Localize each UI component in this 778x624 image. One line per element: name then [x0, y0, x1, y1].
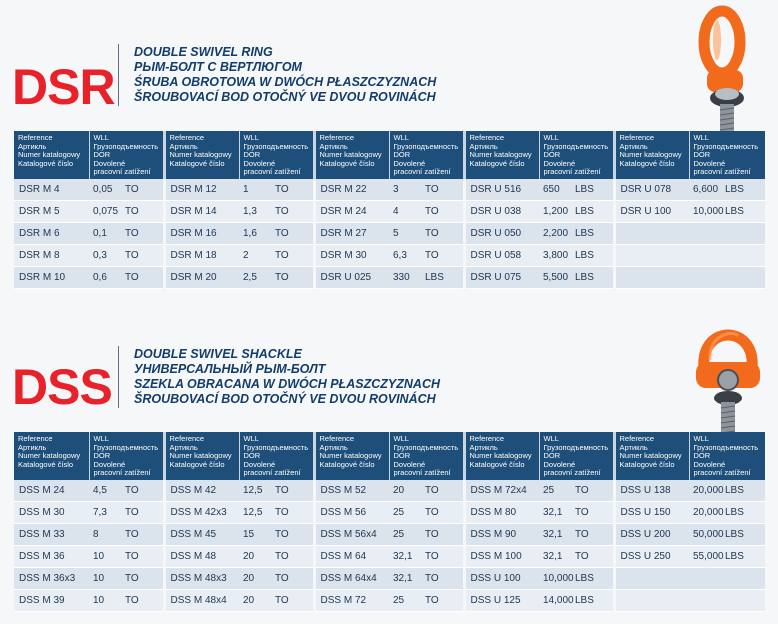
wll-unit: TO: [125, 528, 139, 540]
wll-value: 4: [393, 205, 399, 217]
table-row: [14, 589, 765, 611]
wll-value: 0,3: [93, 249, 107, 261]
wll-value: 4,5: [93, 484, 107, 496]
wll-value: 32,1: [393, 550, 413, 562]
reference-cell: DSR M 16: [164, 222, 239, 244]
dss-title-cz: ŠROUBOVACÍ BOD OTOČNÝ VE DVOU ROVINÁCH: [134, 392, 436, 406]
wll-header: WLL Грузоподъемность DOR Dovolené pracovní zatížení: [239, 432, 314, 480]
wll-header: WLL Грузоподъемность DOR Dovolené pracovní zatížení: [539, 131, 614, 179]
wll-value: 0,6: [93, 271, 107, 283]
wll-cell: [539, 567, 614, 589]
wll-unit: TO: [125, 205, 139, 217]
wll-cell: [89, 567, 164, 589]
reference-cell: DSR U 078: [614, 179, 689, 201]
wll-cell: [239, 200, 314, 222]
reference-cell: DSS U 250: [614, 545, 689, 567]
wll-unit: LBS: [725, 550, 744, 562]
dss-header-row: [14, 432, 765, 480]
wll-value: 20,000: [693, 506, 724, 518]
reference-cell: DSS M 36: [14, 545, 89, 567]
wll-cell: [239, 501, 314, 523]
wll-unit: LBS: [575, 205, 594, 217]
wll-cell: [539, 244, 614, 266]
wll-value: 12,5: [243, 506, 263, 518]
wll-header: WLL Грузоподъемность DOR Dovolené pracovní zatížení: [89, 131, 164, 179]
wll-unit: TO: [125, 249, 139, 261]
wll-header: WLL Грузоподъемность DOR Dovolené pracovní zatížení: [239, 131, 314, 179]
wll-cell: [89, 501, 164, 523]
reference-cell: DSS U 200: [614, 523, 689, 545]
wll-unit: TO: [275, 183, 289, 195]
wll-cell: [689, 222, 765, 244]
reference-cell: DSR M 10: [14, 266, 89, 288]
wll-cell: [89, 589, 164, 611]
wll-unit: TO: [575, 506, 589, 518]
wll-unit: TO: [275, 550, 289, 562]
wll-value: 650: [543, 183, 560, 195]
dsr-title-ru: РЫМ-БОЛТ С ВЕРТЛЮГОМ: [134, 60, 302, 74]
wll-cell: [89, 480, 164, 502]
wll-cell: [389, 179, 464, 201]
table-row: [14, 523, 765, 545]
wll-value: 1,6: [243, 227, 257, 239]
reference-cell: [614, 266, 689, 288]
wll-unit: TO: [425, 528, 439, 540]
reference-cell: [614, 222, 689, 244]
table-row: [14, 200, 765, 222]
wll-unit: TO: [425, 506, 439, 518]
wll-value: 8: [93, 528, 99, 540]
wll-value: 0,075: [93, 205, 119, 217]
wll-unit: LBS: [725, 528, 744, 540]
wll-unit: TO: [125, 183, 139, 195]
dss-divider: [118, 346, 119, 408]
reference-cell: DSS M 39: [14, 589, 89, 611]
reference-cell: DSS M 52: [314, 480, 389, 502]
reference-cell: DSS M 72: [314, 589, 389, 611]
wll-cell: [239, 567, 314, 589]
wll-value: 5,500: [543, 271, 569, 283]
wll-value: 2: [243, 249, 249, 261]
wll-cell: [239, 179, 314, 201]
wll-cell: [539, 523, 614, 545]
wll-value: 330: [393, 271, 410, 283]
wll-unit: TO: [425, 183, 439, 195]
dsr-table: [14, 131, 765, 289]
reference-cell: DSS M 36x3: [14, 567, 89, 589]
wll-cell: [539, 480, 614, 502]
wll-cell: [389, 266, 464, 288]
reference-cell: DSS M 30: [14, 501, 89, 523]
reference-cell: DSS U 100: [464, 567, 539, 589]
wll-unit: TO: [425, 484, 439, 496]
wll-unit: TO: [125, 594, 139, 606]
wll-unit: TO: [125, 550, 139, 562]
wll-unit: TO: [275, 484, 289, 496]
wll-unit: TO: [425, 550, 439, 562]
wll-unit: TO: [125, 506, 139, 518]
wll-cell: [539, 200, 614, 222]
reference-cell: [614, 567, 689, 589]
reference-cell: DSR M 14: [164, 200, 239, 222]
wll-header: WLL Грузоподъемность DOR Dovolené pracovní zatížení: [689, 131, 765, 179]
wll-cell: [239, 266, 314, 288]
wll-unit: TO: [275, 271, 289, 283]
wll-cell: [389, 200, 464, 222]
wll-value: 20,000: [693, 484, 724, 496]
reference-cell: DSS M 56x4: [314, 523, 389, 545]
wll-unit: TO: [575, 484, 589, 496]
wll-cell: [89, 545, 164, 567]
wll-value: 10: [93, 594, 105, 606]
reference-cell: DSS M 64: [314, 545, 389, 567]
dsr-title-en: DOUBLE SWIVEL RING: [134, 45, 273, 59]
wll-cell: [89, 244, 164, 266]
table-row: [14, 179, 765, 201]
wll-value: 25: [393, 594, 405, 606]
reference-cell: DSS U 150: [614, 501, 689, 523]
reference-cell: DSS M 42x3: [164, 501, 239, 523]
wll-value: 14,000: [543, 594, 574, 606]
wll-unit: TO: [425, 227, 439, 239]
table-row: [14, 501, 765, 523]
dss-title-ru: УНИВЕРСАЛЬНЫЙ РЫМ-БОЛТ: [134, 362, 326, 376]
wll-value: 6,3: [393, 249, 407, 261]
reference-cell: DSR U 075: [464, 266, 539, 288]
wll-cell: [239, 222, 314, 244]
wll-cell: [389, 244, 464, 266]
ref-header: Reference Артикль Numer katalogowy Katalogové číslo: [314, 432, 389, 480]
wll-value: 2,200: [543, 227, 569, 239]
ref-header: Reference Артикль Numer katalogowy Katalogové číslo: [14, 432, 89, 480]
wll-unit: TO: [275, 249, 289, 261]
wll-unit: TO: [125, 484, 139, 496]
wll-cell: [689, 567, 765, 589]
dsr-divider: [118, 44, 119, 106]
dss-code: DSS: [12, 359, 112, 415]
wll-unit: TO: [125, 572, 139, 584]
ref-header: Reference Артикль Numer katalogowy Katalogové číslo: [464, 131, 539, 179]
wll-value: 25: [393, 506, 405, 518]
reference-cell: DSR M 24: [314, 200, 389, 222]
wll-value: 20: [243, 572, 255, 584]
wll-value: 3,800: [543, 249, 569, 261]
wll-unit: TO: [575, 528, 589, 540]
ref-header: Reference Артикль Numer katalogowy Katalogové číslo: [614, 131, 689, 179]
wll-unit: LBS: [575, 594, 594, 606]
wll-cell: [539, 545, 614, 567]
wll-cell: [89, 523, 164, 545]
table-row: [14, 545, 765, 567]
reference-cell: DSR U 050: [464, 222, 539, 244]
reference-cell: DSS M 33: [14, 523, 89, 545]
reference-cell: DSR M 12: [164, 179, 239, 201]
wll-value: 32,1: [543, 550, 563, 562]
wll-value: 32,1: [393, 572, 413, 584]
reference-cell: DSS M 48: [164, 545, 239, 567]
wll-unit: TO: [575, 550, 589, 562]
wll-unit: LBS: [575, 249, 594, 261]
wll-cell: [539, 179, 614, 201]
reference-cell: DSR M 18: [164, 244, 239, 266]
wll-cell: [389, 480, 464, 502]
reference-cell: DSR M 20: [164, 266, 239, 288]
wll-value: 0,1: [93, 227, 107, 239]
wll-cell: [689, 545, 765, 567]
wll-header: WLL Грузоподъемность DOR Dovolené pracovní zatížení: [89, 432, 164, 480]
wll-header: WLL Грузоподъемность DOR Dovolené pracovní zatížení: [389, 131, 464, 179]
wll-cell: [239, 589, 314, 611]
wll-cell: [689, 200, 765, 222]
ref-header: Reference Артикль Numer katalogowy Katalogové číslo: [464, 432, 539, 480]
dss-titles: [134, 347, 440, 407]
wll-value: 25: [543, 484, 555, 496]
wll-value: 2,5: [243, 271, 257, 283]
reference-cell: DSR U 038: [464, 200, 539, 222]
ref-header: Reference Артикль Numer katalogowy Katalogové číslo: [614, 432, 689, 480]
reference-cell: DSS M 80: [464, 501, 539, 523]
reference-cell: DSR M 6: [14, 222, 89, 244]
reference-cell: DSS M 48x4: [164, 589, 239, 611]
dss-title-pl: SZEKLA OBRACANA W DWÓCH PŁASZCZYZNACH: [134, 377, 440, 391]
wll-value: 10,000: [693, 205, 724, 217]
wll-value: 3: [393, 183, 399, 195]
wll-unit: TO: [425, 594, 439, 606]
reference-cell: DSR M 5: [14, 200, 89, 222]
reference-cell: DSR U 025: [314, 266, 389, 288]
wll-value: 5: [393, 227, 399, 239]
dsr-code: DSR: [12, 59, 115, 115]
dsr-title-pl: ŚRUBA OBROTOWA W DWÓCH PŁASZCZYZNACH: [134, 75, 437, 89]
wll-cell: [389, 222, 464, 244]
reference-cell: DSS M 100: [464, 545, 539, 567]
wll-value: 10,000: [543, 572, 574, 584]
wll-cell: [389, 567, 464, 589]
dsr-title-cz: ŠROUBOVACÍ BOD OTOČNÝ VE DVOU ROVINÁCH: [134, 90, 436, 104]
wll-unit: LBS: [575, 572, 594, 584]
wll-value: 55,000: [693, 550, 724, 562]
wll-header: WLL Грузоподъемность DOR Dovolené pracovní zatížení: [539, 432, 614, 480]
ref-header: Reference Артикль Numer katalogowy Katalogové číslo: [164, 131, 239, 179]
table-row: [14, 480, 765, 502]
wll-value: 32,1: [543, 528, 563, 540]
wll-value: 15: [243, 528, 255, 540]
wll-unit: LBS: [725, 506, 744, 518]
table-row: [14, 567, 765, 589]
wll-value: 7,3: [93, 506, 107, 518]
dsr-header-row: [14, 131, 765, 179]
reference-cell: DSS U 138: [614, 480, 689, 502]
wll-unit: TO: [275, 506, 289, 518]
wll-cell: [239, 545, 314, 567]
wll-cell: [689, 589, 765, 611]
reference-cell: [614, 244, 689, 266]
reference-cell: DSR M 30: [314, 244, 389, 266]
wll-unit: TO: [275, 572, 289, 584]
reference-cell: DSS M 64x4: [314, 567, 389, 589]
reference-cell: DSR U 100: [614, 200, 689, 222]
wll-cell: [689, 501, 765, 523]
wll-cell: [389, 501, 464, 523]
reference-cell: DSS M 72x4: [464, 480, 539, 502]
wll-unit: TO: [275, 205, 289, 217]
wll-cell: [539, 222, 614, 244]
ref-header: Reference Артикль Numer katalogowy Katalogové číslo: [164, 432, 239, 480]
reference-cell: DSS U 125: [464, 589, 539, 611]
wll-cell: [689, 179, 765, 201]
reference-cell: DSS M 42: [164, 480, 239, 502]
reference-cell: DSS M 48x3: [164, 567, 239, 589]
wll-cell: [89, 179, 164, 201]
wll-cell: [389, 545, 464, 567]
ref-header: Reference Артикль Numer katalogowy Katalogové číslo: [14, 131, 89, 179]
dsr-ring-image: [694, 4, 764, 142]
wll-cell: [689, 523, 765, 545]
wll-cell: [689, 244, 765, 266]
table-row: [14, 266, 765, 288]
reference-cell: DSR U 058: [464, 244, 539, 266]
wll-cell: [539, 266, 614, 288]
wll-unit: TO: [125, 271, 139, 283]
dss-table: [14, 432, 765, 612]
wll-header: WLL Грузоподъемность DOR Dovolené pracovní zatížení: [689, 432, 765, 480]
wll-cell: [89, 222, 164, 244]
wll-unit: LBS: [575, 271, 594, 283]
wll-cell: [89, 200, 164, 222]
table-row: [14, 222, 765, 244]
reference-cell: DSS M 90: [464, 523, 539, 545]
wll-unit: LBS: [425, 271, 444, 283]
wll-unit: TO: [425, 205, 439, 217]
wll-cell: [389, 589, 464, 611]
wll-cell: [539, 501, 614, 523]
wll-unit: TO: [125, 227, 139, 239]
dss-title-en: DOUBLE SWIVEL SHACKLE: [134, 347, 302, 361]
wll-unit: LBS: [575, 227, 594, 239]
wll-unit: LBS: [725, 205, 744, 217]
wll-value: 20: [243, 594, 255, 606]
reference-cell: [614, 589, 689, 611]
wll-unit: LBS: [725, 183, 744, 195]
wll-cell: [89, 266, 164, 288]
wll-value: 1,3: [243, 205, 257, 217]
wll-value: 32,1: [543, 506, 563, 518]
wll-cell: [389, 523, 464, 545]
wll-unit: TO: [275, 227, 289, 239]
table-row: [14, 244, 765, 266]
wll-value: 10: [93, 550, 105, 562]
reference-cell: DSR M 22: [314, 179, 389, 201]
wll-unit: TO: [425, 249, 439, 261]
wll-header: WLL Грузоподъемность DOR Dovolené pracovní zatížení: [389, 432, 464, 480]
reference-cell: DSS M 45: [164, 523, 239, 545]
wll-unit: LBS: [725, 484, 744, 496]
reference-cell: DSR U 516: [464, 179, 539, 201]
wll-value: 1,200: [543, 205, 569, 217]
wll-cell: [239, 244, 314, 266]
wll-value: 6,600: [693, 183, 719, 195]
wll-cell: [689, 266, 765, 288]
wll-unit: TO: [275, 528, 289, 540]
dss-shackle-image: [690, 306, 770, 444]
wll-value: 10: [93, 572, 105, 584]
reference-cell: DSS M 56: [314, 501, 389, 523]
ref-header: Reference Артикль Numer katalogowy Katalogové číslo: [314, 131, 389, 179]
wll-unit: TO: [425, 572, 439, 584]
wll-value: 20: [393, 484, 405, 496]
reference-cell: DSS M 24: [14, 480, 89, 502]
wll-value: 0,05: [93, 183, 113, 195]
reference-cell: DSR M 8: [14, 244, 89, 266]
reference-cell: DSR M 27: [314, 222, 389, 244]
wll-value: 50,000: [693, 528, 724, 540]
wll-value: 25: [393, 528, 405, 540]
wll-cell: [689, 480, 765, 502]
reference-cell: DSR M 4: [14, 179, 89, 201]
wll-cell: [539, 589, 614, 611]
wll-value: 12,5: [243, 484, 263, 496]
wll-value: 20: [243, 550, 255, 562]
wll-unit: LBS: [575, 183, 594, 195]
dsr-titles: [134, 45, 436, 105]
wll-cell: [239, 480, 314, 502]
wll-unit: TO: [275, 594, 289, 606]
wll-cell: [239, 523, 314, 545]
wll-value: 1: [243, 183, 249, 195]
